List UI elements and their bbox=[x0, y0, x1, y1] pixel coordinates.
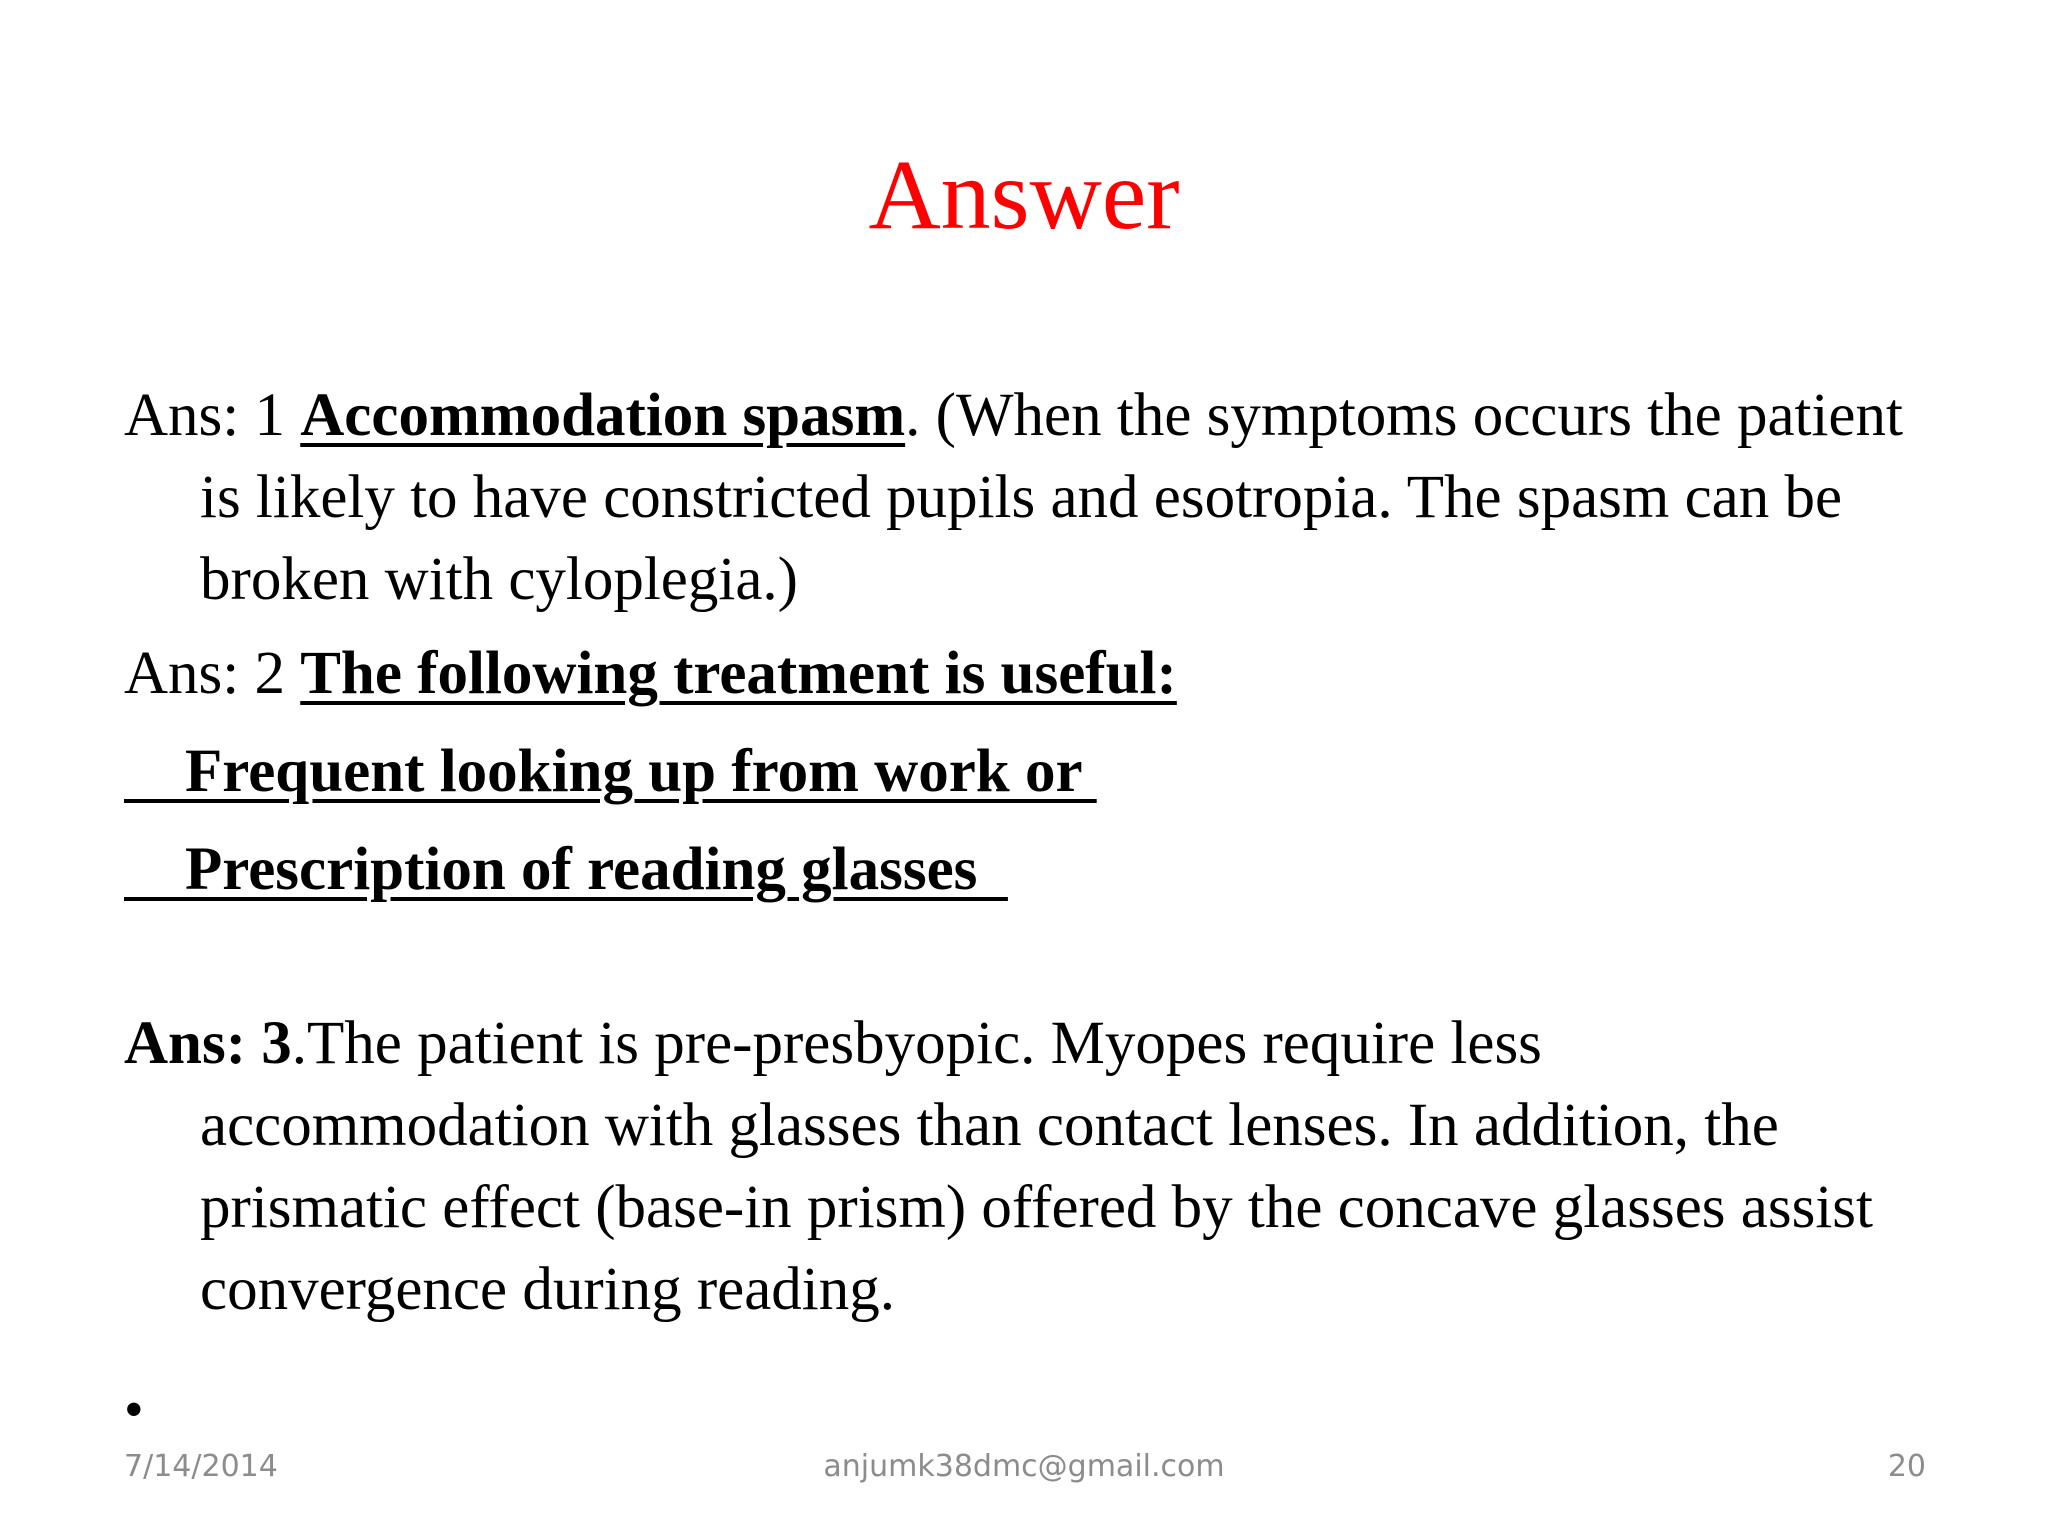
spacer bbox=[124, 911, 1944, 1003]
answer-1-prefix: Ans: 1 bbox=[124, 382, 301, 449]
slide-title: Answer bbox=[868, 139, 1180, 250]
slide-body bbox=[124, 375, 1944, 1331]
answer-1 bbox=[124, 375, 1944, 621]
answer-3 bbox=[124, 1003, 1944, 1331]
answer-2-item-1: Frequent looking up from work or bbox=[124, 738, 1097, 805]
empty-bullet: • bbox=[124, 1379, 144, 1441]
answer-1-term: Accommodation spasm bbox=[300, 382, 906, 449]
answer-3-prefix: Ans: 3 bbox=[124, 1010, 292, 1077]
answer-2-prefix: Ans: 2 bbox=[124, 640, 301, 707]
footer-email: anjumk38dmc@gmail.com bbox=[823, 1449, 1225, 1484]
answer-1-text: . (When the symptoms occurs the patient is likely to have constricted pupils and esotropia. The spasm can be broken with cyloplegia.) bbox=[200, 382, 1903, 613]
answer-3-text: .The patient is pre-presbyopic. Myopes require less accommodation with glasses than contact lenses. In addition, the prismatic effect (base-in prism) offered by the concave glasses assist convergence during reading. bbox=[200, 1010, 1873, 1323]
answer-2-heading: The following treatment is useful: bbox=[300, 640, 1177, 707]
footer-page-number: 20 bbox=[1887, 1449, 1926, 1484]
footer-date: 7/14/2014 bbox=[124, 1449, 278, 1484]
answer-2-item-2: Prescription of reading glasses bbox=[124, 836, 1008, 903]
answer-2 bbox=[124, 633, 1944, 715]
